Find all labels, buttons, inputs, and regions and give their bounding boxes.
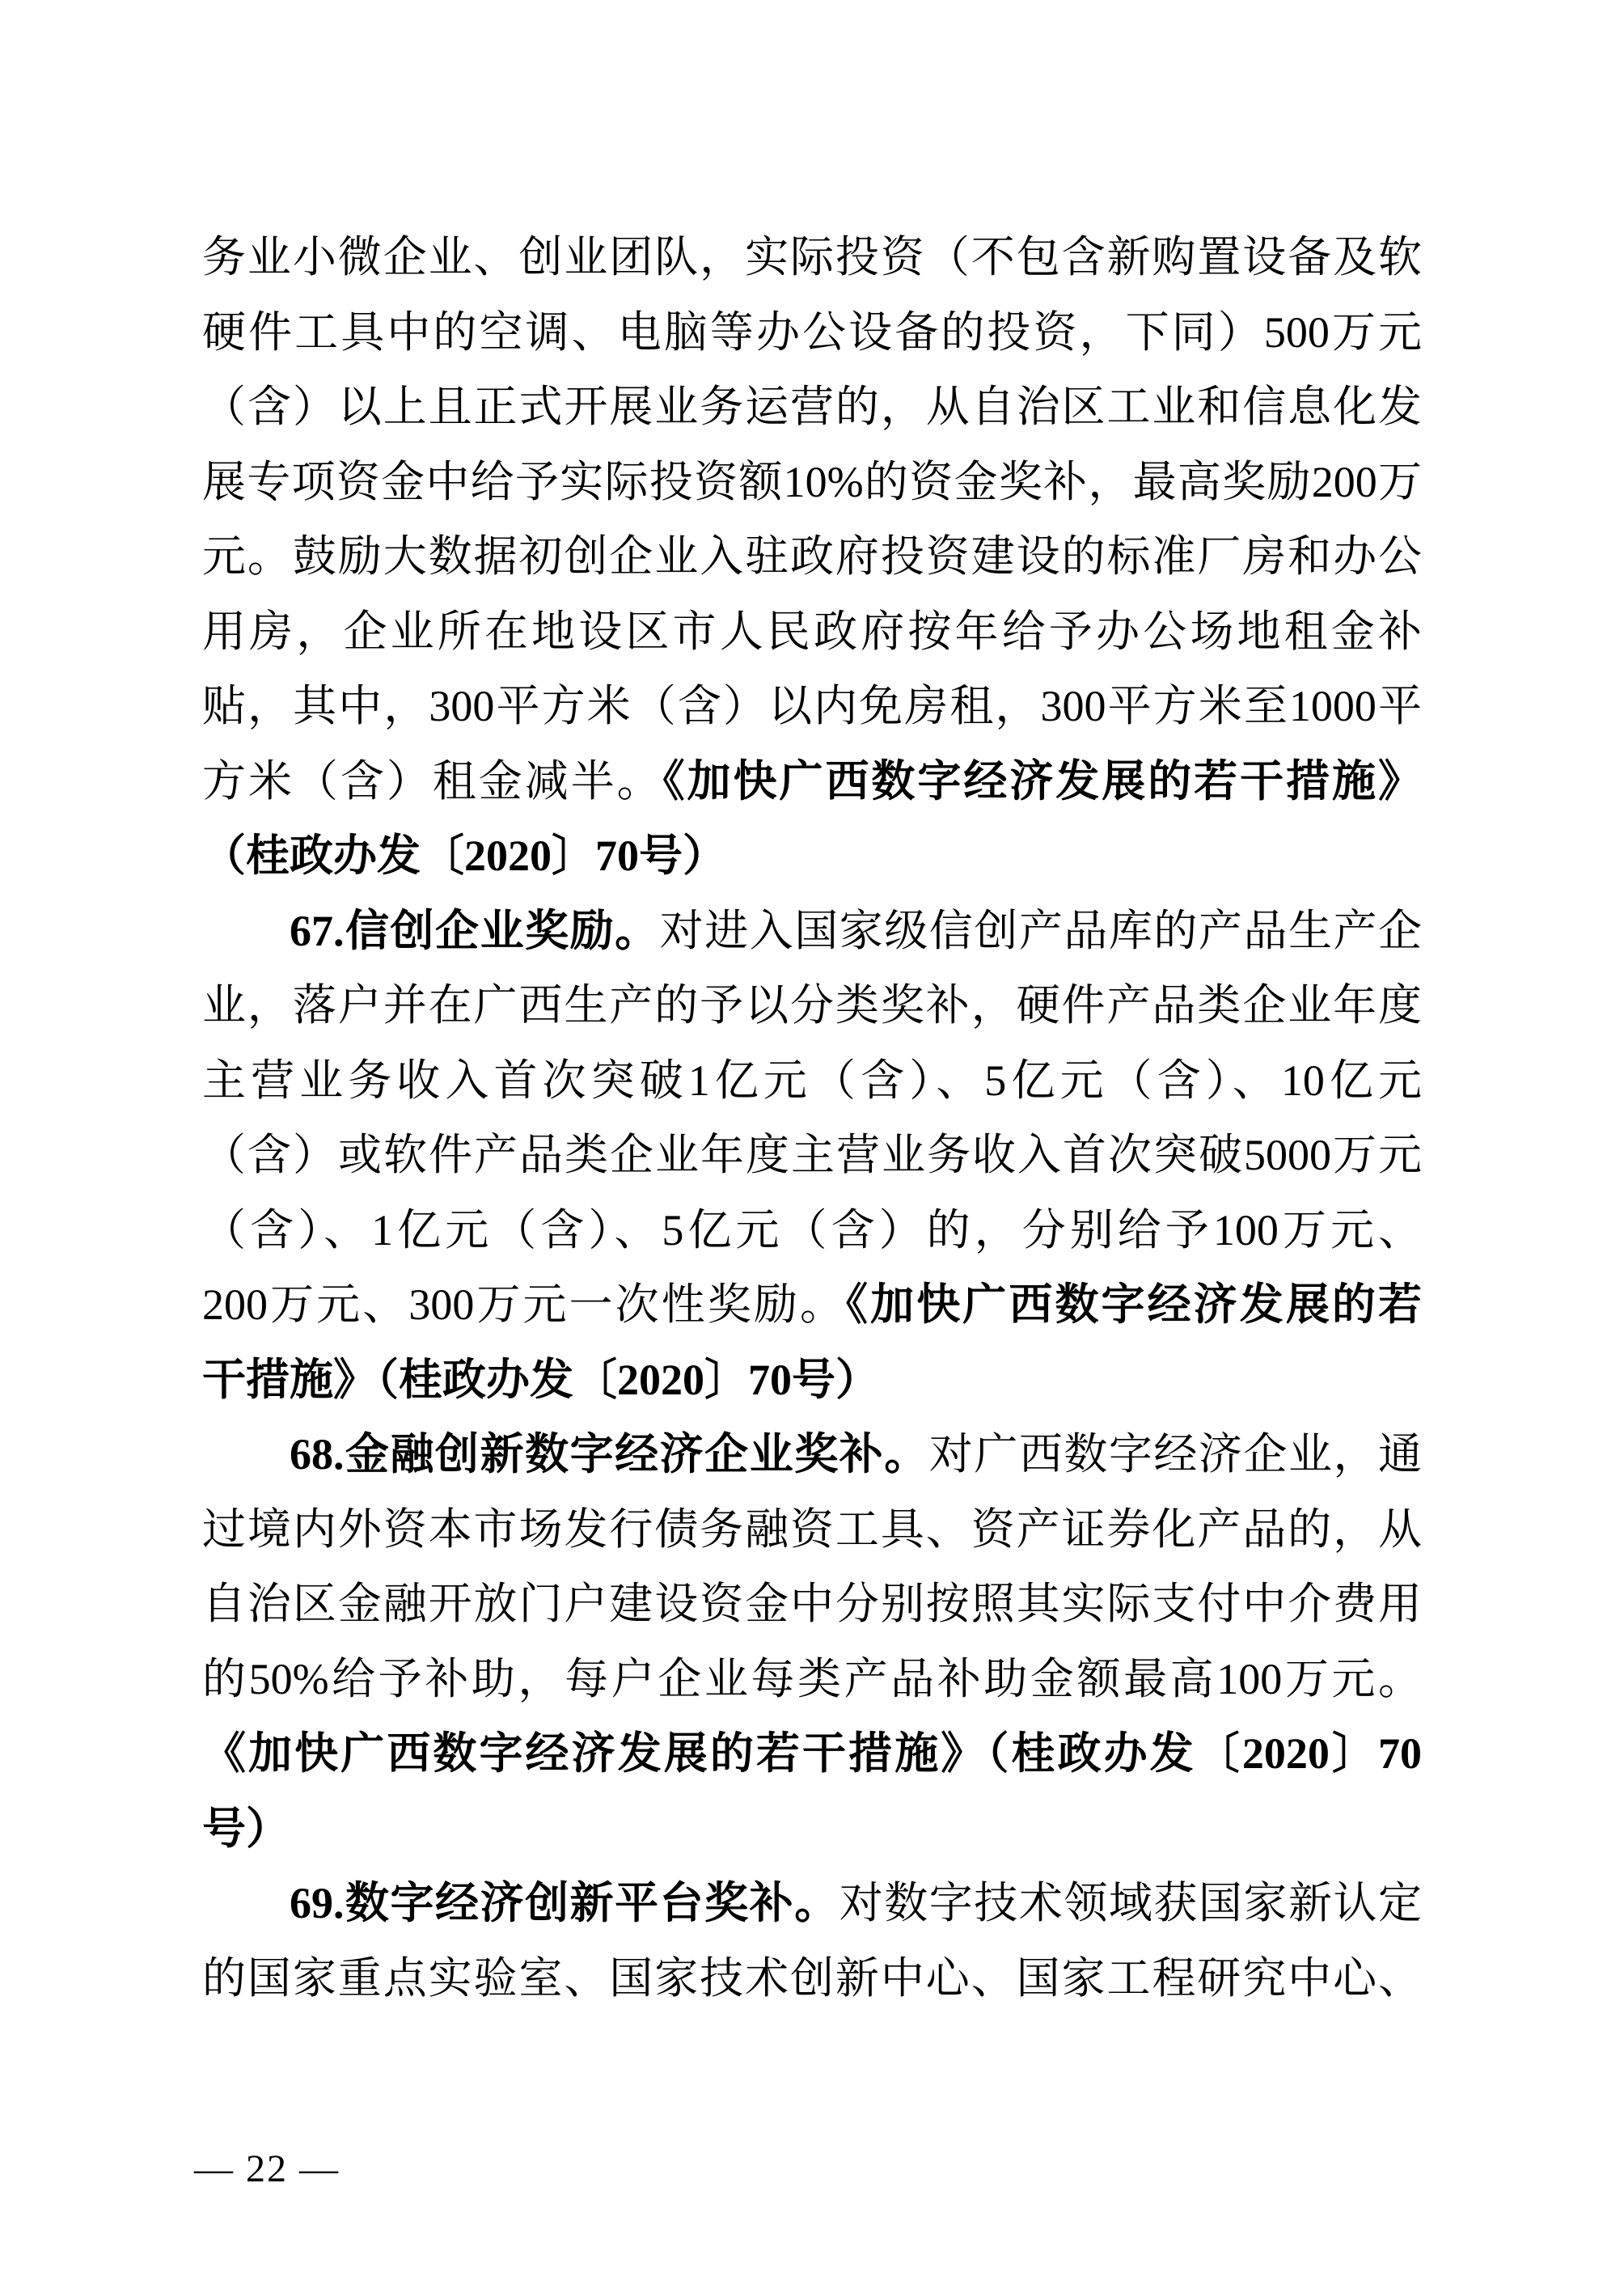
text-line <box>202 1792 1422 1867</box>
text-line <box>202 894 1422 969</box>
text-line <box>202 1417 1422 1492</box>
text-line <box>202 1193 1422 1268</box>
body-text-segment: 200万元、300万元一次性奖励。 <box>202 1280 847 1329</box>
emphasis-text: 《加快广西数字经济发展的若干措施》（桂政办发〔2020〕70 <box>202 1729 1422 1778</box>
body-text-segment: 业，落户并在广西生产的予以分类奖补，硬件产品类企业年度 <box>202 981 1422 1030</box>
text-line <box>202 1118 1422 1193</box>
body-text-segment: （含）、1亿元（含）、5亿元（含）的，分别给予100万元、 <box>202 1205 1422 1254</box>
emphasis-text: （桂政办发〔2020〕70号） <box>202 831 726 880</box>
text-line <box>202 594 1422 670</box>
text-line <box>202 968 1422 1043</box>
body-text-segment: 主营业务收入首次突破1亿元（含）、5亿元（含）、10亿元 <box>202 1056 1422 1105</box>
emphasis-text: 《加快广西数字经济发展的若 <box>846 1280 1423 1329</box>
body-text-segment: 的国家重点实验室、国家技术创新中心、国家工程研究中心、 <box>202 1953 1422 2003</box>
text-line <box>202 1642 1422 1717</box>
text-line <box>202 744 1422 819</box>
text-line <box>202 1343 1422 1418</box>
body-text-segment: 元。鼓励大数据初创企业入驻政府投资建设的标准厂房和办公 <box>202 532 1422 581</box>
text-line <box>202 819 1422 894</box>
text-line <box>202 1716 1422 1792</box>
emphasis-text: 干措施》（桂政办发〔2020〕70号） <box>202 1355 879 1404</box>
emphasis-text: 号） <box>202 1804 290 1853</box>
body-text-segment: 对进入国家级信创产品库的产品生产企 <box>659 906 1423 955</box>
emphasis-text: 68.金融创新数字经济企业奖补。 <box>290 1430 929 1479</box>
text-line <box>202 370 1422 445</box>
body-text-segment: 的50%给予补助，每户企业每类产品补助金额最高100万元。 <box>202 1654 1422 1703</box>
body-text-segment: 用房，企业所在地设区市人民政府按年给予办公场地租金补 <box>202 607 1422 656</box>
body-text-segment: 过境内外资本市场发行债务融资工具、资产证券化产品的，从 <box>202 1504 1422 1554</box>
text-line <box>202 1492 1422 1567</box>
text-line <box>202 220 1422 295</box>
text-line <box>202 1567 1422 1642</box>
body-text-segment: 展专项资金中给予实际投资额10%的资金奖补，最高奖励200万 <box>202 457 1422 506</box>
page-number: — 22 — <box>194 2147 340 2190</box>
body-text-segment: 对数字技术领域获国家新认定 <box>839 1879 1422 1927</box>
body-text-segment: 务业小微企业、创业团队，实际投资（不包含新购置设备及软 <box>202 233 1422 281</box>
emphasis-text: 69.数字经济创新平台奖补。 <box>290 1879 839 1927</box>
text-line <box>202 1267 1422 1343</box>
document-body <box>202 220 1422 2016</box>
body-text-segment: （含）或软件产品类企业年度主营业务收入首次突破5000万元 <box>202 1131 1422 1179</box>
emphasis-text: 67.信创企业奖励。 <box>290 906 660 955</box>
body-text-segment: 方米（含）租金减半。 <box>202 756 663 806</box>
body-text-segment: 对广西数字经济企业，通 <box>928 1430 1423 1479</box>
body-text-segment: （含）以上且正式开展业务运营的，从自治区工业和信息化发 <box>202 383 1422 431</box>
text-line <box>202 519 1422 594</box>
body-text-segment: 贴，其中，300平方米（含）以内免房租，300平方米至1000平 <box>202 682 1422 730</box>
text-line <box>202 1866 1422 1941</box>
text-line <box>202 1941 1422 2016</box>
body-text-segment: 硬件工具中的空调、电脑等办公设备的投资，下同）500万元 <box>202 307 1422 357</box>
body-text-segment: 自治区金融开放门户建设资金中分别按照其实际支付中介费用 <box>202 1580 1422 1628</box>
text-line <box>202 295 1422 370</box>
text-line <box>202 669 1422 744</box>
text-line <box>202 1043 1422 1119</box>
text-line <box>202 445 1422 520</box>
emphasis-text: 《加快广西数字经济发展的若干措施》 <box>662 756 1423 806</box>
